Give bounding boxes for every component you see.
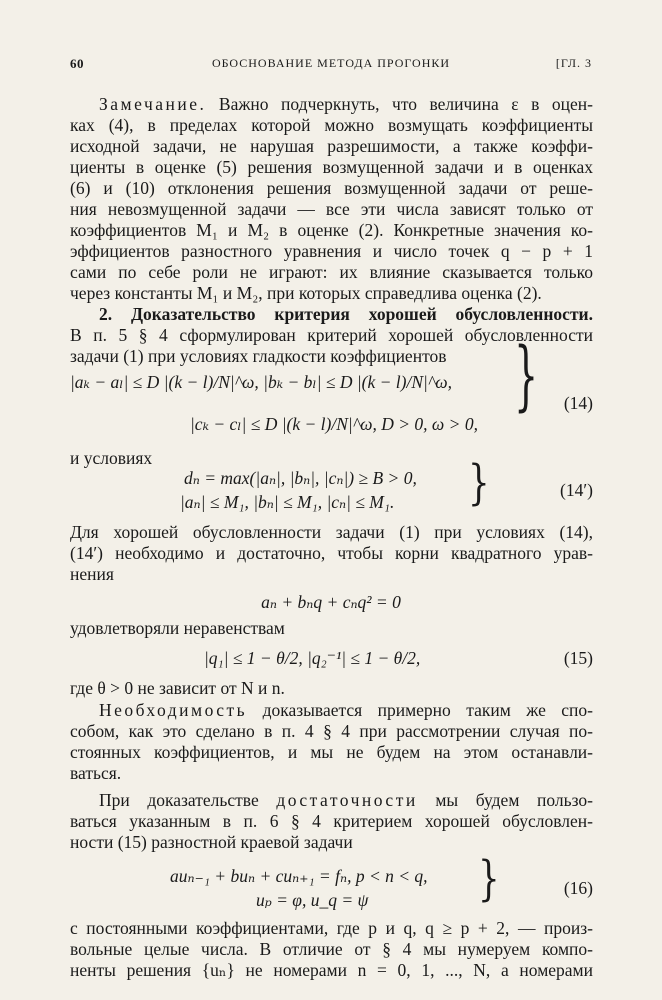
section-last-line: задачи (1) при условиях гладкости коэффициентов bbox=[70, 346, 447, 366]
para-line: (14′) необходимо и достаточно, чтобы корни квадратного урав- bbox=[70, 543, 593, 563]
eq14p-row2: |aₙ| ≤ M₁, |bₙ| ≤ M₁, |cₙ| ≤ M₁. bbox=[180, 492, 395, 512]
eq16-number: (16) bbox=[563, 878, 593, 898]
remark-line: коэффициентов M₁ и M₂ в оценке (2). Конкретные значения ко- bbox=[70, 220, 593, 240]
remark-line: (6) и (10) отклонения решения возмущенной задачи от реше- bbox=[70, 178, 593, 198]
remark-line: эффициентов разностного уравнения и число точек q − p + 1 bbox=[70, 241, 593, 261]
remark-line: циенты в оценке (5) решения возмущенной задачи и в оценках bbox=[70, 157, 593, 177]
remark-line: исходной задачи, не нарушая разрешимости, а также коэффи- bbox=[70, 136, 593, 156]
satisfy-ineq: удовлетворяли неравенствам bbox=[70, 618, 285, 638]
eq14p-row1: dₙ = max(|aₙ|, |bₙ|, |cₙ|) ≥ B > 0, bbox=[184, 468, 417, 488]
remark-label: Замечание. bbox=[99, 94, 207, 114]
necessity-line: собом, как это сделано в п. 4 § 4 при рассмотрении случая по- bbox=[70, 721, 593, 741]
remark-line: ния невозмущенной задачи — все эти числа зависят только от bbox=[70, 199, 593, 219]
necessity-label: Необходимость bbox=[99, 700, 248, 720]
final-line: с постоянными коэффициентами, где p и q, q ≥ p + 2, — произ- bbox=[70, 918, 593, 938]
necessity-line: стоянных коэффициентов, и мы не будем на этом останавли- bbox=[70, 742, 593, 762]
eq16-row1: auₙ₋₁ + buₙ + cuₙ₊₁ = fₙ, p < n < q, bbox=[170, 866, 428, 886]
eq16-row2: uₚ = φ, u_q = ψ bbox=[256, 890, 369, 910]
remark-last-line: через константы M₁ и M₂, при которых справедлива оценка (2). bbox=[70, 283, 542, 303]
sufficiency-line: ваться указанным в п. 6 § 4 критерием хорошей обусловлен- bbox=[70, 811, 593, 831]
section-line: В п. 5 § 4 сформулирован критерий хорошей обусловленности bbox=[70, 325, 593, 345]
eq14-number: (14) bbox=[563, 393, 593, 413]
sufficiency-label: достаточности bbox=[276, 790, 418, 810]
where-theta: где θ > 0 не зависит от N и n. bbox=[70, 678, 285, 698]
remark-line: ках (4), в пределах которой можно возмущать коэффициенты bbox=[70, 115, 593, 135]
eq14-row2: |cₖ − cₗ| ≤ D |(k − l)/N|^ω, D > 0, ω > 0, bbox=[190, 414, 478, 434]
and-conditions: и условиях bbox=[70, 448, 153, 468]
eq15-body: |q₁| ≤ 1 − θ/2, |q₂⁻¹| ≤ 1 − θ/2, bbox=[204, 648, 421, 668]
remark-line: сами по себе роли не играют: их влияние сказывается только bbox=[70, 262, 593, 282]
sufficiency-line-1: При доказательстве достаточности мы будем пользо- bbox=[99, 790, 593, 810]
final-line: вольные целые числа. В отличие от § 4 мы нумеруем компо- bbox=[70, 939, 593, 959]
eq15-number: (15) bbox=[563, 648, 593, 668]
eq14p-number: (14′) bbox=[560, 480, 593, 500]
necessity-last-line: ваться. bbox=[70, 763, 122, 783]
necessity-line-1: Необходимость доказывается примерно таким же спо- bbox=[99, 700, 593, 720]
para-line: Для хорошей обусловленности задачи (1) при условиях (14), bbox=[70, 522, 593, 542]
final-line: ненты решения {uₙ} не номерами n = 0, 1, ..., N, а номерами bbox=[70, 960, 593, 980]
sufficiency-last-line: ности (15) разностной краевой задачи bbox=[70, 832, 353, 852]
chapter-label: [ГЛ. 3 bbox=[555, 56, 592, 70]
running-title: ОБОСНОВАНИЕ МЕТОДА ПРОГОНКИ bbox=[211, 56, 451, 70]
right-brace: } bbox=[468, 455, 490, 511]
eq14-row1: |aₖ − aₗ| ≤ D |(k − l)/N|^ω, |bₖ − bₗ| ≤ D |(k − l)/N|^ω, bbox=[70, 372, 452, 392]
para-last-line: нения bbox=[70, 564, 114, 584]
eq-quadratic: aₙ + bₙq + cₙq² = 0 bbox=[261, 592, 401, 612]
right-brace: } bbox=[514, 331, 539, 419]
remark-line-1: Замечание. Важно подчеркнуть, что величина ε в оцен- bbox=[99, 94, 593, 114]
right-brace: } bbox=[478, 851, 500, 907]
page-number: 60 bbox=[70, 56, 84, 71]
section-heading: 2. Доказательство критерия хорошей обусловленности. bbox=[99, 304, 593, 324]
